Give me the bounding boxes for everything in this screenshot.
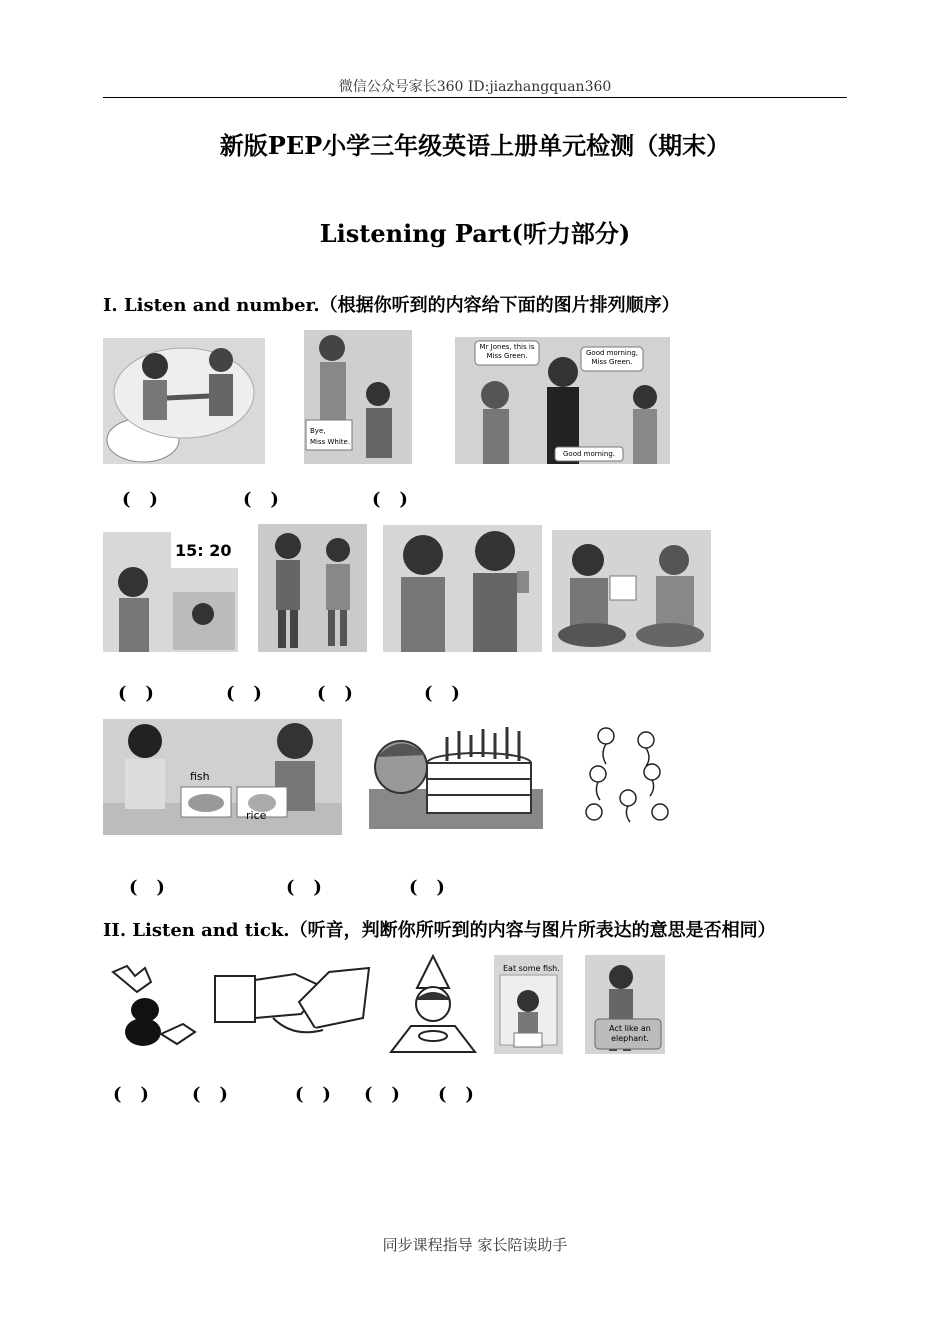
good-morning-bubble: Good morning. bbox=[562, 450, 615, 458]
picture-walking-together bbox=[258, 524, 367, 652]
answer-blank[interactable]: ( ) bbox=[118, 683, 154, 704]
section-1-note: （根据你听到的内容给下面的图片排列顺序） bbox=[319, 295, 680, 316]
picture-handshake-dream bbox=[103, 338, 265, 464]
answer-blank[interactable]: ( ) bbox=[243, 489, 279, 510]
page-header: 微信公众号家长360 ID:jiazhangquan360 bbox=[338, 79, 612, 95]
page-title: 新版PEP小学三年级英语上册单元检测（期末） bbox=[219, 131, 731, 160]
header-divider bbox=[103, 97, 847, 98]
intro-bubble: Mr Jones, this is Miss Green. bbox=[479, 343, 535, 360]
section-1-label: I. Listen and number. bbox=[103, 295, 320, 316]
rice-label: rice bbox=[246, 809, 267, 822]
section-2-note: （听音，判断你所听到的内容与图片所表达的意思是否相同） bbox=[289, 920, 776, 941]
answer-blank[interactable]: ( ) bbox=[122, 489, 158, 510]
picture-children-sitting-with-card bbox=[552, 530, 711, 652]
section-2-label: II. Listen and tick. bbox=[103, 920, 290, 941]
answer-blank[interactable]: ( ) bbox=[295, 1084, 331, 1105]
svg-text:Bye,: Bye, bbox=[310, 427, 326, 435]
answer-blank[interactable]: ( ) bbox=[317, 683, 353, 704]
act-like-elephant-sign: Act like an elephant. bbox=[609, 1024, 651, 1043]
clock-time-label: 15: 20 bbox=[175, 541, 232, 560]
answer-blank[interactable]: ( ) bbox=[372, 489, 408, 510]
answer-blank[interactable]: ( ) bbox=[192, 1084, 228, 1105]
picture-number-eight-hands bbox=[103, 962, 198, 1054]
answer-blank[interactable]: ( ) bbox=[286, 877, 322, 898]
picture-fish-and-rice bbox=[103, 719, 342, 835]
picture-introduce-miss-green bbox=[455, 337, 670, 464]
picture-bye-miss-white bbox=[304, 330, 412, 464]
picture-eat-some-fish bbox=[494, 955, 563, 1054]
listening-part-heading: Listening Part(听力部分) bbox=[319, 219, 631, 248]
picture-act-like-elephant bbox=[585, 955, 665, 1054]
answer-blank[interactable]: ( ) bbox=[113, 1084, 149, 1105]
eat-fish-bubble: Eat some fish. bbox=[503, 964, 560, 973]
picture-goodbye-1520 bbox=[103, 532, 238, 652]
answer-blank[interactable]: ( ) bbox=[364, 1084, 400, 1105]
section-2-heading bbox=[103, 916, 776, 942]
fish-label: fish bbox=[190, 770, 210, 783]
picture-handshake bbox=[213, 958, 371, 1046]
picture-birthday-cake bbox=[369, 717, 543, 829]
answer-blank[interactable]: ( ) bbox=[409, 877, 445, 898]
picture-girl-birthday-hat bbox=[387, 954, 478, 1054]
answer-blank[interactable]: ( ) bbox=[424, 683, 460, 704]
answer-blank[interactable]: ( ) bbox=[438, 1084, 474, 1105]
page-footer: 同步课程指导 家长陪读助手 bbox=[382, 1236, 568, 1254]
answer-blank[interactable]: ( ) bbox=[129, 877, 165, 898]
picture-children-waving bbox=[383, 525, 542, 652]
answer-blank[interactable]: ( ) bbox=[226, 683, 262, 704]
picture-monkeys bbox=[576, 718, 675, 832]
section-1-heading bbox=[103, 291, 680, 317]
svg-text:Miss White.: Miss White. bbox=[310, 438, 351, 446]
greeting-bubble: Good morning, Miss Green. bbox=[585, 349, 638, 366]
